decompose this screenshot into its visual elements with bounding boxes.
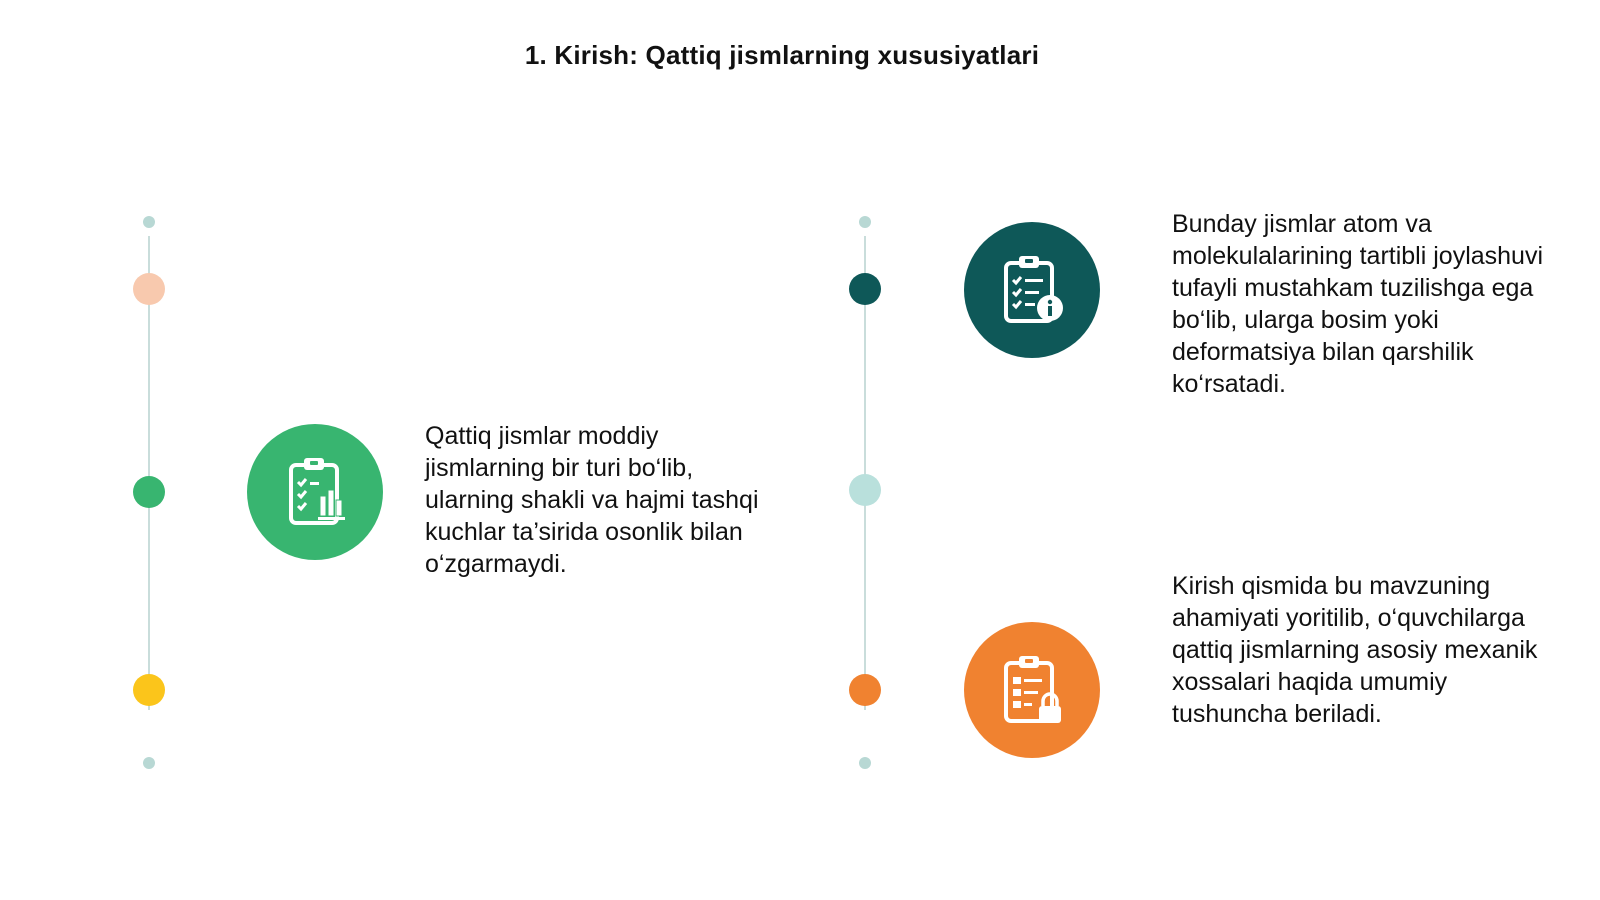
left-timeline-start-dot: [143, 216, 155, 228]
block-3-text: Kirish qismida bu mavzuning ahamiyati yoritilib, o‘quvchilarga qattiq jismlarning asosiy mexanik xossalari haqida umumiy tushuncha beriladi.: [1172, 572, 1538, 728]
clipboard-lock-glyph: [992, 650, 1072, 730]
clipboard-info-icon: [964, 222, 1100, 358]
clipboard-lock-icon: [964, 622, 1100, 758]
left-timeline-dot-green: [133, 476, 165, 508]
clipboard-chart-icon: [247, 424, 383, 560]
block-1-text: Qattiq jismlar moddiy jismlarning bir turi bo‘lib, ularning shakli va hajmi tashqi kuchlar ta’sirida osonlik bilan o‘zgarmaydi.: [425, 422, 759, 578]
left-timeline-end-dot: [143, 757, 155, 769]
left-timeline-dot-yellow: [133, 674, 165, 706]
page-title-text: 1. Kirish: Qattiq jismlarning xususiyatlari: [524, 40, 1040, 70]
page-title: [0, 40, 1600, 71]
middle-timeline-dot-orange: [849, 674, 881, 706]
clipboard-chart-glyph: [275, 452, 355, 532]
block-2-text: Bunday jismlar atom va molekulalarining tartibli joylashuvi tufayli mustahkam tuzilishga ega bo‘lib, ularga bosim yoki deformatsiya bilan qarshilik ko‘rsatadi.: [1172, 210, 1544, 398]
middle-timeline-dot-light: [849, 474, 881, 506]
middle-timeline-end-dot: [859, 757, 871, 769]
left-timeline-dot-peach: [133, 273, 165, 305]
middle-timeline-line: [864, 236, 866, 710]
clipboard-info-glyph: [992, 250, 1072, 330]
left-timeline-line: [148, 236, 150, 710]
middle-timeline-dot-teal: [849, 273, 881, 305]
middle-timeline-start-dot: [859, 216, 871, 228]
